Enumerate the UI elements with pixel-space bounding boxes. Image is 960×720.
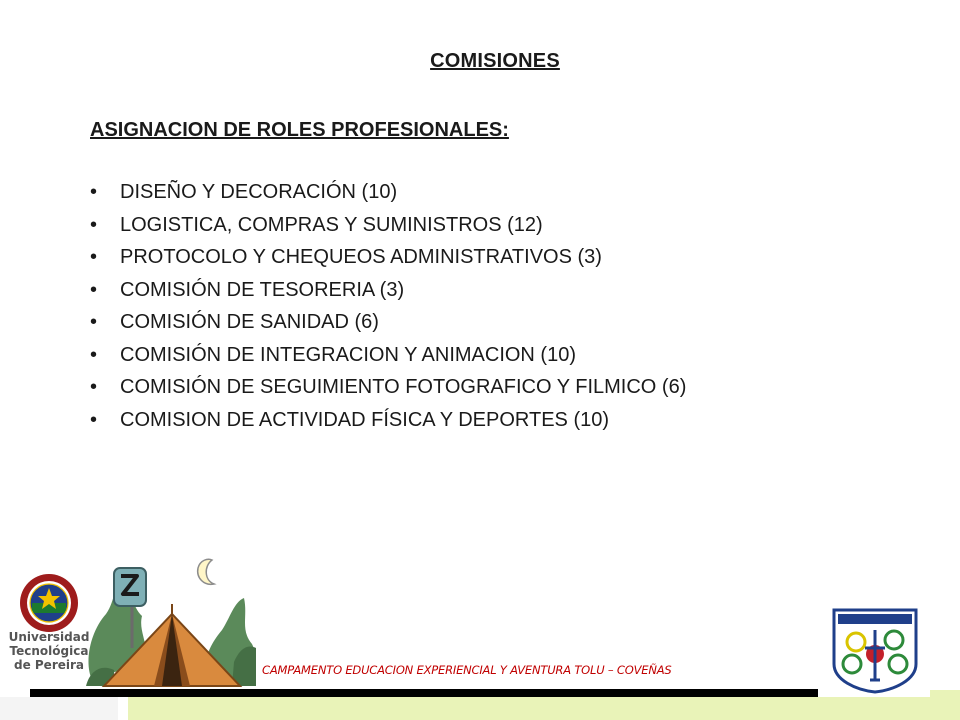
footer-caption: CAMPAMENTO EDUCACION EXPERIENCIAL Y AVENTURA TOLU – COVEÑAS — [262, 663, 672, 677]
list-item — [90, 209, 686, 242]
bullet: • — [90, 213, 98, 236]
bullet: • — [90, 181, 98, 203]
list-item — [90, 274, 686, 307]
tent-icon — [84, 552, 260, 692]
list-item-label: DISEÑO Y DECORACIÓN (10) — [120, 181, 398, 203]
footer-strip — [128, 697, 960, 720]
bullet: • — [90, 408, 98, 431]
list-item-label: COMISION DE ACTIVIDAD FÍSICA Y DEPORTES (10) — [120, 408, 610, 431]
university-logo — [8, 572, 88, 682]
university-name-line: de Pereira — [13, 658, 85, 672]
slide-title: COMISIONES — [430, 50, 560, 72]
list-item-label: COMISIÓN DE SANIDAD (6) — [120, 311, 379, 333]
list-item-label: COMISIÓN DE SEGUIMIENTO FOTOGRAFICO Y FILMICO (6) — [120, 376, 687, 398]
list-item — [90, 241, 686, 274]
bullet: • — [90, 278, 98, 301]
slide-subtitle: ASIGNACION DE ROLES PROFESIONALES: — [90, 119, 509, 141]
faculty-shield-icon — [830, 606, 920, 694]
footer-divider — [30, 689, 818, 697]
bullet: • — [90, 376, 98, 398]
list-item-label: COMISIÓN DE TESORERIA (3) — [120, 278, 405, 301]
z-sign-icon — [112, 566, 148, 610]
list-item — [90, 404, 686, 437]
commission-list — [90, 176, 686, 436]
list-item-label: PROTOCOLO Y CHEQUEOS ADMINISTRATIVOS (3) — [120, 246, 602, 268]
university-seal-icon — [14, 572, 84, 634]
university-name-line: Universidad — [8, 630, 90, 644]
footer-strip-left — [0, 697, 118, 720]
footer-strip-corner — [930, 690, 960, 720]
list-item — [90, 371, 686, 404]
list-item-label: COMISIÓN DE INTEGRACION Y ANIMACION (10) — [120, 343, 576, 366]
bullet: • — [90, 311, 98, 333]
list-item — [90, 176, 686, 209]
list-item-label: LOGISTICA, COMPRAS Y SUMINISTROS (12) — [120, 213, 543, 236]
list-item — [90, 306, 686, 339]
university-name-line: Tecnológica — [9, 644, 89, 658]
bullet: • — [90, 246, 98, 268]
list-item — [90, 339, 686, 372]
bullet: • — [90, 343, 98, 366]
